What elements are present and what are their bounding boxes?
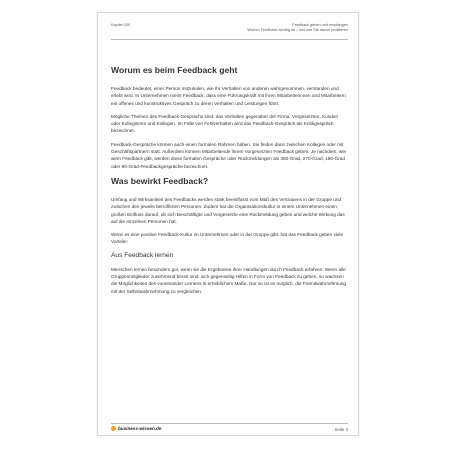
page-number: Seite 3 — [334, 427, 348, 432]
section-heading-2: Was bewirkt Feedback? — [111, 175, 209, 186]
paragraph: Wenn es eine positive Feedback-Kultur im Unternehmen oder in der Gruppe gibt, hat das Feedback geben viele Vorteile: — [111, 232, 344, 245]
header-title-line2: Worum Feedback wichtig ist – und wie Sie davon profitieren — [247, 28, 348, 32]
paragraph: Menschen lernen besonders gut, wenn sie die Ergebnisse ihrer Handlungen durch Feedback erfahren. Wenn alle Gruppenmitglieder zunehmend bereit sind, sich gegenseitig Hilfen in Form von Feedback zu geben, so wachsen die Möglichkeiten des voneinander Lernens in erheblichem Maße. Nur so ist es möglich, die Fremdwahrnehmung mit der Selbstwahrnehmung zu vergleichen. — [111, 266, 347, 294]
page-footer — [111, 426, 348, 434]
subsection-heading: Aus Feedback lernen — [111, 251, 174, 259]
paragraph: Umfang und Wirksamkeit des Feedbacks werden stark beeinflusst vom Maß des Vertrauens in der Gruppe und zwischen den jeweils betroffenen Personen. Zudem hat die Organisationskultur in einem Unternehmen einen großen Einfluss darauf, ob sich Beschäftigte und Vorgesetzte eine Rückmeldung geben und welche Wirkung das auf die einzelnen Personen hat. — [111, 196, 345, 224]
section-heading-1: Worum es beim Feedback geht — [111, 65, 238, 75]
brand-logo[interactable] — [111, 426, 161, 431]
footer-divider — [111, 423, 348, 424]
paragraph: Feedback bedeutet, einer Person mitzuteilen, wie Ihr Verhalten von anderen wahrgenommen, verstanden und erlebt wird. In Unternehmen meint Feedback, dass eine Führungskraft mit ihren Mitarbeiterinnen und Mitarbeitern ein offenes und konstruktives Gespräch zu deren Verhalten und Leistungen führt. — [111, 86, 346, 106]
logo-text: business-wissen.de — [118, 426, 162, 431]
paragraph: Feedback-Gespräche können auch einen formalen Rahmen haben. Sie finden dann zwischen Kollegen oder mit Geschäftspartnern statt. Außerdem können Mitarbeitende ihrem Vorgesetzten Feedback geben. Je nachdem, wer wem Feedback gibt, werden diese formalen Gespräche oder Rückmeldungen als 360-Grad, 270-Grad, 180-Grad oder 90-Grad-Feedbackgespräche bezeichnet. — [111, 141, 347, 169]
paragraph: Mögliche Themen des Feedback-Gesprächs sind: das Verhalten gegenüber der Firma, Vorgesetzten, Kunden oder Kolleginnen und Kollegen. Im Falle von Fehlverhalten wird das Feedback-Gespräch als Kritikgespräch bezeichnet. — [111, 113, 339, 134]
header-title-line1: Feedback geben und empfangen — [292, 23, 348, 27]
chapter-label: Kapitel 030 — [111, 23, 130, 27]
header-title — [247, 23, 348, 33]
document-page — [97, 12, 359, 436]
logo-dot-icon — [111, 426, 116, 431]
header-divider — [111, 39, 348, 40]
page-content — [111, 65, 348, 301]
